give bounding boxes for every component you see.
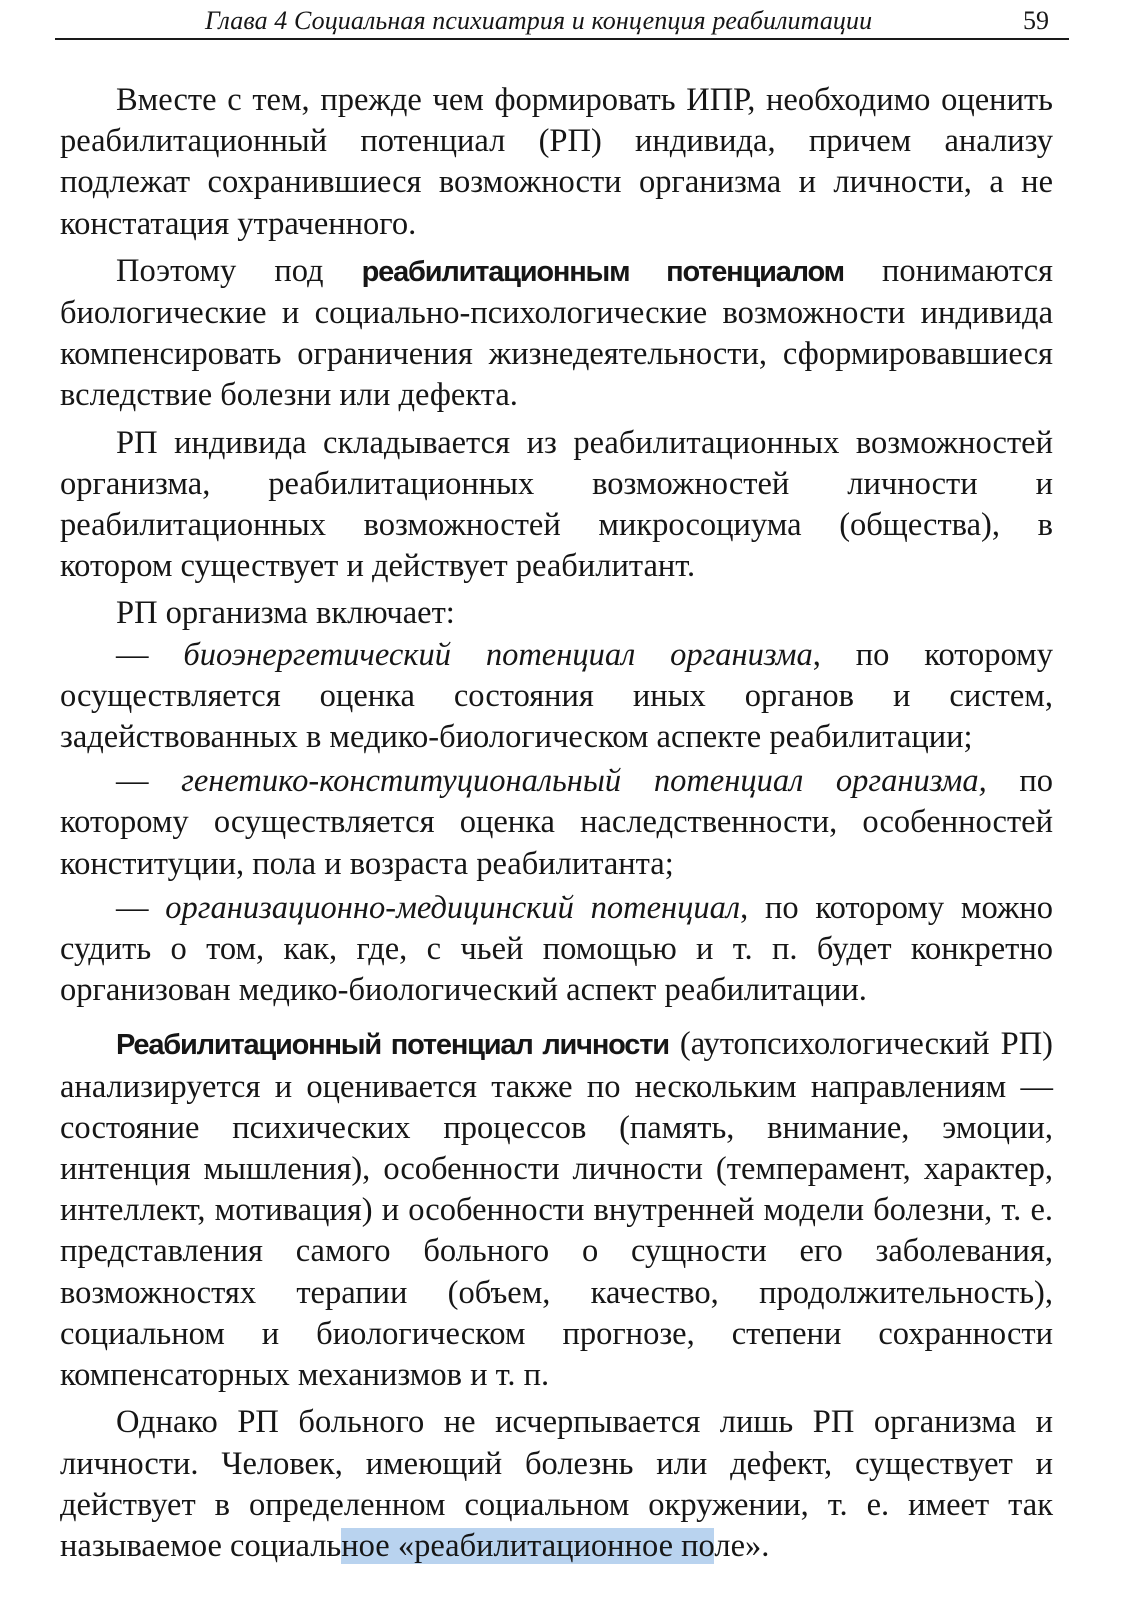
list-text: по которому осуществляется оценка наследственности, особенностей конституции, пола и возраста реабилитанта; [60, 763, 1053, 882]
paragraph-1[interactable]: Вместе с тем, прежде чем формировать ИПР, необходимо оценить реабилитационный потенциал (РП) индивида, причем анализу подлежат сохранившиеся возможности организма и личности, а не констатация утраченного. [60, 82, 1053, 242]
running-head [55, 4, 1069, 40]
list-item[interactable] [60, 888, 1053, 1012]
term-personality-potential: Реабилитационный потенциал личности [116, 1029, 669, 1062]
chapter-title: Глава 4 Социальная психиатрия и концепция реабилитации [205, 6, 873, 35]
paragraph-6-main: Однако РП больного не исчерпывается лишь РП организма и личности. Человек, имеющий болезнь или дефект, существует и действует в определенном социальном окружении, т. е. имеет так называемое социаль [60, 1404, 1053, 1564]
paragraph-3[interactable]: РП индивида складывается из реабилитационных возможностей организма, реабилитационных возможностей личности и реабилитационных возможностей микросоциума (общества), в котором существует и действует реабилитант. [60, 424, 1053, 585]
paragraph-4[interactable]: РП организма включает: [116, 595, 455, 632]
list-term: генетико-конституциональный потенциал организма, [181, 763, 987, 800]
list-item[interactable] [60, 635, 1053, 759]
list-term: биоэнергетический потенциал организма [183, 636, 813, 673]
text-selection-highlight[interactable]: ное «реабилитационное по [341, 1527, 715, 1564]
list-item[interactable] [60, 761, 1053, 885]
list-dash: — [116, 636, 184, 673]
list-dash: — [116, 889, 166, 926]
paragraph-2-rest: понимаются биологические и социально-психологические возможности индивида компенсировать ограничения жизнедеятельности, сформировавшиеся вследствие болезни или дефекта. [60, 252, 1053, 414]
list-term: организационно-медицинский потенциал [165, 889, 741, 926]
list-text: , по которому осуществляется оценка состояния иных органов и систем, задействованных в медико-биологическом аспекте реабилитации; [60, 636, 1053, 756]
paragraph-2-lead: Поэтому под [116, 252, 362, 289]
body-text[interactable] [60, 80, 1053, 1567]
paragraph-6[interactable] [60, 1402, 1053, 1567]
term-rehab-potential: реабилитационным потенциалом [361, 255, 844, 288]
list-text: , по которому можно судить о том, как, где, с чьей помощью и т. п. будет конкретно организован медико-биологический аспект реабилитации. [60, 889, 1053, 1009]
paragraph-2[interactable] [60, 251, 1053, 417]
paragraph-6-end: ле». [714, 1527, 770, 1564]
paragraph-5-rest: (аутопсихологический РП) анализируется и оценивается также по нескольким направлениям — состояние психических процессов (память, внимание, эмоции, интенция мышления), особенности личности (темперамент, характер, интеллект, мотивация) и особенности внутренней модели болезни, т. е. представления самого больного о сущности его заболевания, возможностях терапии (объем, качество, продолжительность), социальном и биологическом прогнозе, степени сохранности компенсаторных механизмов и т. п. [60, 1026, 1053, 1394]
paragraph-5[interactable] [60, 1024, 1053, 1396]
list-dash: — [116, 763, 182, 800]
page-number: 59 [1023, 6, 1049, 35]
